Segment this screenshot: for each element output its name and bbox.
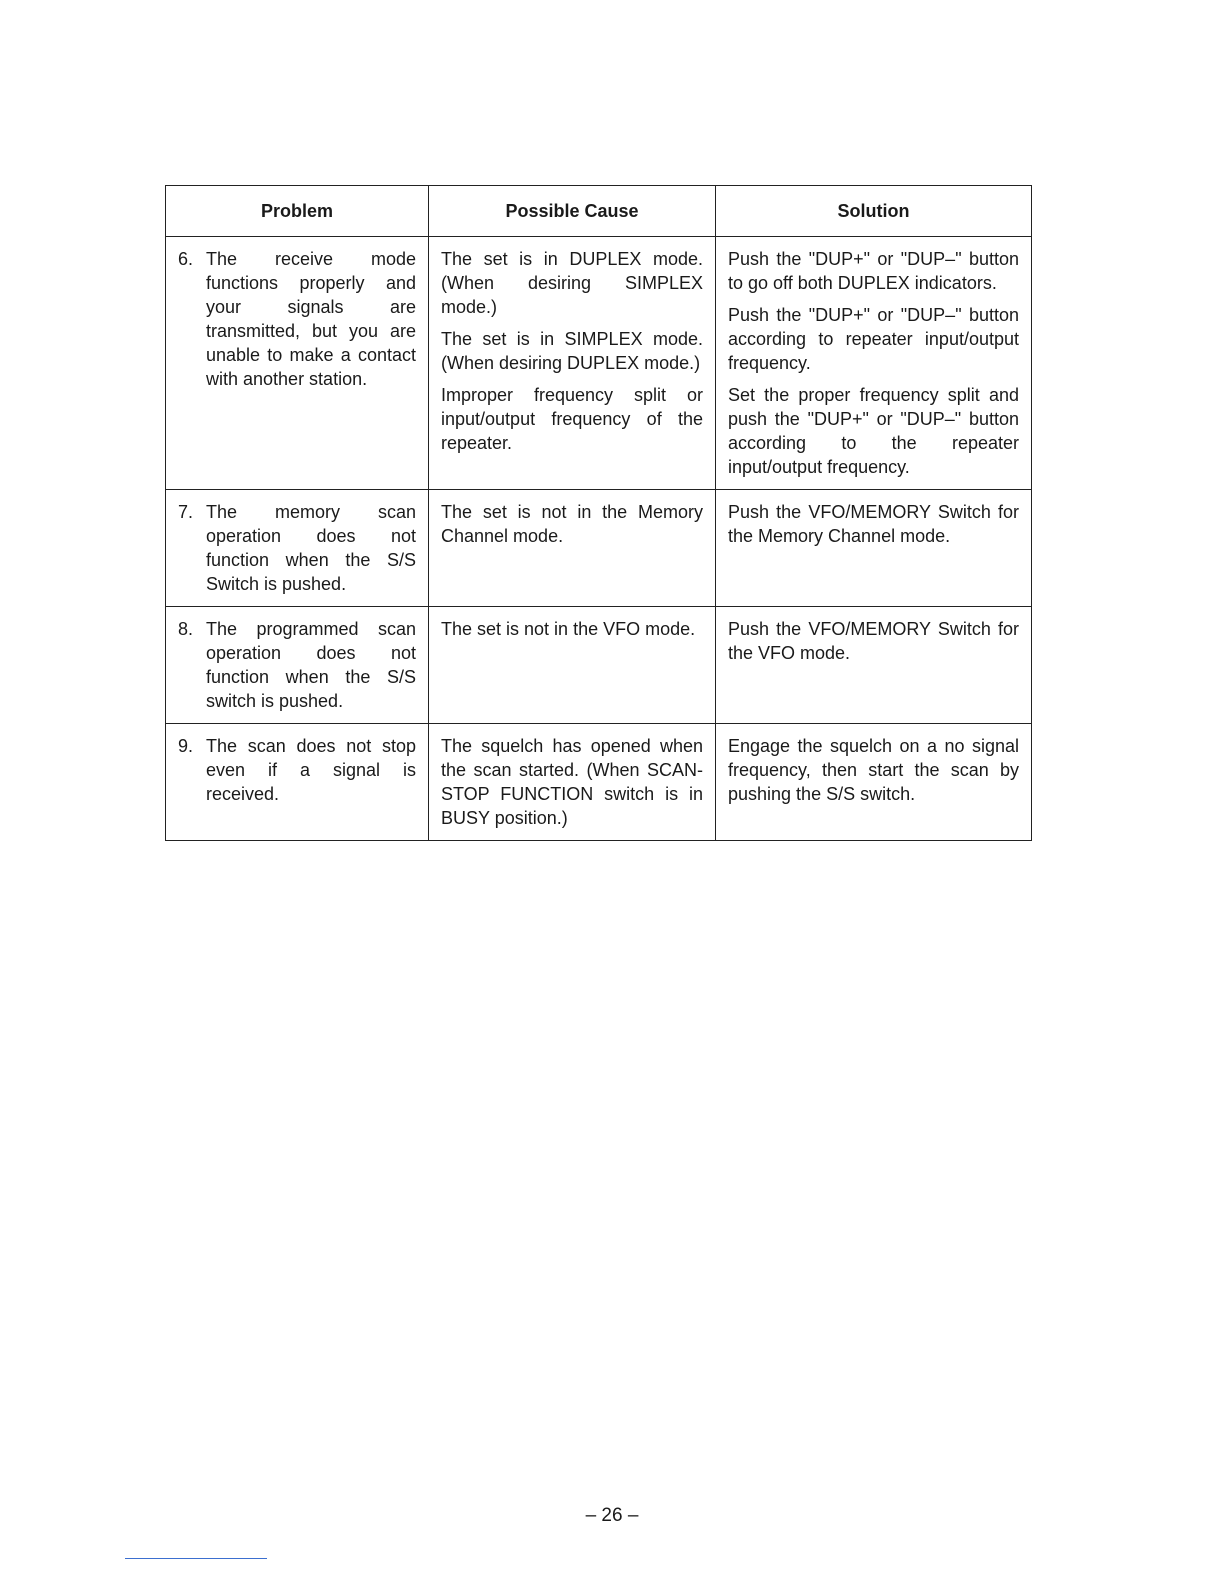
troubleshooting-table: [165, 185, 1032, 841]
solution-cell: [716, 490, 1032, 607]
header-problem: Problem: [166, 186, 429, 237]
solution-text: Engage the squelch on a no signal frequency, then start the scan by pushing the S/S switch.: [728, 736, 1019, 804]
solution-text: Set the proper frequency split and push the "DUP+" or "DUP–" button according to the repeater input/output frequency.: [728, 385, 1019, 477]
cause-text: The squelch has opened when the scan started. (When SCAN-STOP FUNCTION switch is in BUSY position.): [441, 736, 703, 828]
solution-cell: [716, 237, 1032, 490]
page-number: – 26 –: [585, 1505, 639, 1526]
header-possible-cause: Possible Cause: [429, 186, 716, 237]
table-row: [166, 237, 1032, 490]
problem-cell: [166, 724, 429, 841]
cause-text: Improper frequency split or input/output frequency of the repeater.: [441, 385, 703, 453]
table-row: [166, 490, 1032, 607]
solution-text: Push the VFO/MEMORY Switch for the Memory Channel mode.: [728, 502, 1019, 546]
problem-number: 6.: [178, 249, 194, 269]
problem-number: 8.: [178, 619, 194, 639]
table-row: [166, 724, 1032, 841]
problem-text: The receive mode functions properly and your signals are transmitted, but you are unable to make a contact with another station.: [206, 249, 416, 389]
problem-cell: [166, 490, 429, 607]
header-solution: Solution: [716, 186, 1032, 237]
problem-text: The memory scan operation does not function when the S/S Switch is pushed.: [206, 502, 416, 594]
cause-cell: [429, 607, 716, 724]
cause-text: The set is not in the VFO mode.: [441, 619, 696, 639]
problem-text: The scan does not stop even if a signal is received.: [206, 736, 416, 804]
solution-cell: [716, 724, 1032, 841]
cause-cell: [429, 490, 716, 607]
cause-text: The set is not in the Memory Channel mode.: [441, 502, 703, 546]
problem-cell: [166, 237, 429, 490]
problem-cell: [166, 607, 429, 724]
problem-number: 9.: [178, 736, 194, 756]
cause-cell: [429, 237, 716, 490]
cause-text: The set is in SIMPLEX mode. (When desiring DUPLEX mode.): [441, 329, 703, 373]
scan-artifact-line: [125, 1558, 267, 1559]
cause-text: The set is in DUPLEX mode. (When desiring SIMPLEX mode.): [441, 249, 703, 317]
problem-number: 7.: [178, 502, 194, 522]
solution-text: Push the "DUP+" or "DUP–" button to go off both DUPLEX indicators.: [728, 249, 1019, 293]
solution-text: Push the "DUP+" or "DUP–" button according to repeater input/output frequency.: [728, 305, 1019, 373]
solution-text: Push the VFO/MEMORY Switch for the VFO mode.: [728, 619, 1019, 663]
table-header-row: [166, 186, 1032, 237]
table-row: [166, 607, 1032, 724]
solution-cell: [716, 607, 1032, 724]
cause-cell: [429, 724, 716, 841]
problem-text: The programmed scan operation does not function when the S/S switch is pushed.: [206, 619, 416, 711]
